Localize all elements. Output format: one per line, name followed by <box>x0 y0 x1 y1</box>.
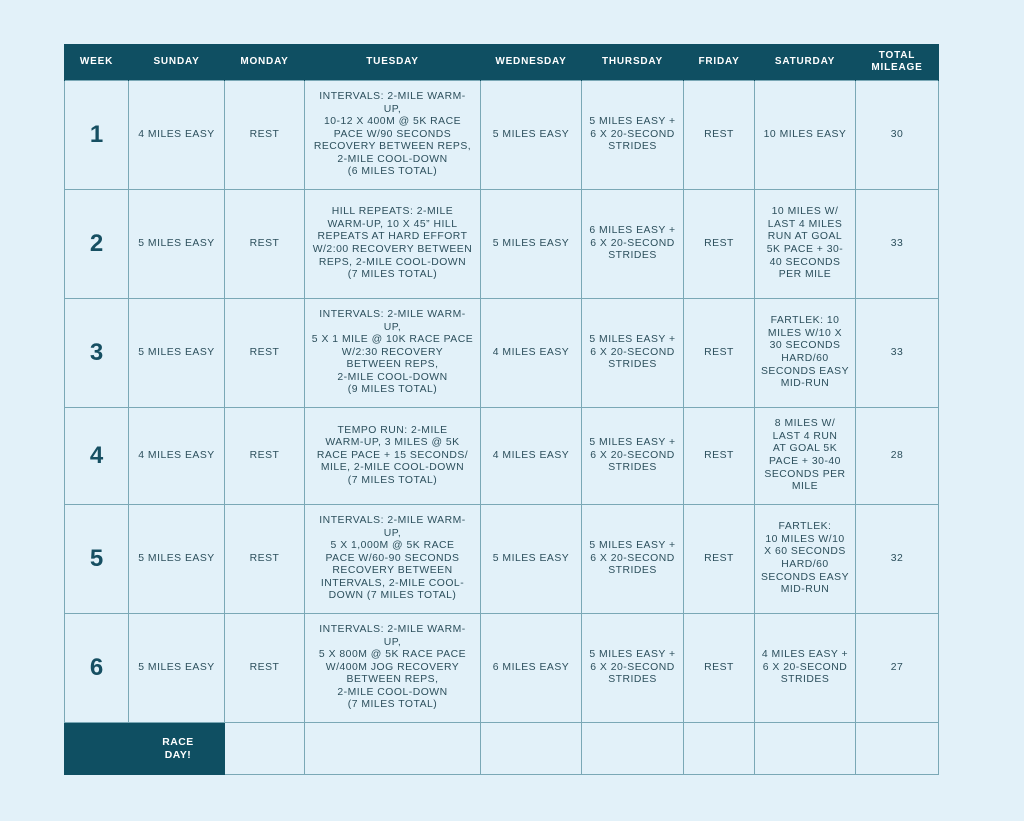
saturday-workout: 8 MILES W/ LAST 4 RUN AT GOAL 5K PACE + 30-40 SECONDS PER MILE <box>755 408 856 505</box>
header-sunday: SUNDAY <box>129 44 225 81</box>
week-row-6 <box>65 614 939 723</box>
wednesday-workout: 5 MILES EASY <box>481 81 582 190</box>
total-mileage: 32 <box>856 505 939 614</box>
empty-cell <box>582 723 684 775</box>
monday-workout: REST <box>225 408 305 505</box>
tuesday-workout: INTERVALS: 2-MILE WARM-UP, 5 X 1 MILE @ 10K RACE PACE W/2:30 RECOVERY BETWEEN REPS, 2-MILE COOL-DOWN (9 MILES TOTAL) <box>305 299 481 408</box>
training-schedule-table <box>64 44 939 775</box>
wednesday-workout: 4 MILES EASY <box>481 299 582 408</box>
saturday-workout: 4 MILES EASY + 6 X 20-SECOND STRIDES <box>755 614 856 723</box>
header-thursday: THURSDAY <box>582 44 684 81</box>
header-wednesday: WEDNESDAY <box>481 44 582 81</box>
saturday-workout: FARTLEK: 10 MILES W/10 X 30 SECONDS HARD/60 SECONDS EASY MID-RUN <box>755 299 856 408</box>
tuesday-workout: INTERVALS: 2-MILE WARM-UP, 5 X 800M @ 5K RACE PACE W/400M JOG RECOVERY BETWEEN REPS, 2-MILE COOL-DOWN (7 MILES TOTAL) <box>305 614 481 723</box>
monday-workout: REST <box>225 81 305 190</box>
monday-workout: REST <box>225 614 305 723</box>
header-row <box>65 44 939 81</box>
total-mileage: 33 <box>856 190 939 299</box>
week-row-3 <box>65 299 939 408</box>
friday-workout: REST <box>684 505 755 614</box>
empty-cell <box>481 723 582 775</box>
wednesday-workout: 6 MILES EASY <box>481 614 582 723</box>
week-row-5 <box>65 505 939 614</box>
sunday-workout: 4 MILES EASY <box>129 81 225 190</box>
sunday-workout: 5 MILES EASY <box>129 505 225 614</box>
saturday-workout: 10 MILES EASY <box>755 81 856 190</box>
week-row-2 <box>65 190 939 299</box>
race-day-label: RACE DAY! <box>162 736 194 761</box>
wednesday-workout: 5 MILES EASY <box>481 505 582 614</box>
thursday-workout: 6 MILES EASY + 6 X 20-SECOND STRIDES <box>582 190 684 299</box>
saturday-workout: 10 MILES W/ LAST 4 MILES RUN AT GOAL 5K PACE + 30- 40 SECONDS PER MILE <box>755 190 856 299</box>
week-number: 4 <box>65 408 129 505</box>
friday-workout: REST <box>684 614 755 723</box>
total-mileage: 27 <box>856 614 939 723</box>
wednesday-workout: 5 MILES EASY <box>481 190 582 299</box>
thursday-workout: 5 MILES EASY + 6 X 20-SECOND STRIDES <box>582 408 684 505</box>
friday-workout: REST <box>684 408 755 505</box>
tuesday-workout: TEMPO RUN: 2-MILE WARM-UP, 3 MILES @ 5K RACE PACE + 15 SECONDS/ MILE, 2-MILE COOL-DOWN (7 MILES TOTAL) <box>305 408 481 505</box>
header-monday: MONDAY <box>225 44 305 81</box>
tuesday-workout: INTERVALS: 2-MILE WARM-UP, 5 X 1,000M @ 5K RACE PACE W/60-90 SECONDS RECOVERY BETWEEN INTERVALS, 2-MILE COOL- DOWN (7 MILES TOTAL) <box>305 505 481 614</box>
total-mileage: 28 <box>856 408 939 505</box>
wednesday-workout: 4 MILES EASY <box>481 408 582 505</box>
week-number: 6 <box>65 614 129 723</box>
week-row-4 <box>65 408 939 505</box>
thursday-workout: 5 MILES EASY + 6 X 20-SECOND STRIDES <box>582 299 684 408</box>
header-week: WEEK <box>65 44 129 81</box>
empty-cell <box>856 723 939 775</box>
total-mileage: 30 <box>856 81 939 190</box>
thursday-workout: 5 MILES EASY + 6 X 20-SECOND STRIDES <box>582 81 684 190</box>
monday-workout: REST <box>225 299 305 408</box>
friday-workout: REST <box>684 81 755 190</box>
empty-cell <box>684 723 755 775</box>
sunday-workout: 5 MILES EASY <box>129 190 225 299</box>
friday-workout: REST <box>684 299 755 408</box>
empty-cell <box>225 723 305 775</box>
sunday-workout: 5 MILES EASY <box>129 614 225 723</box>
week-number: 3 <box>65 299 129 408</box>
empty-cell <box>305 723 481 775</box>
monday-workout: REST <box>225 505 305 614</box>
header-saturday: SATURDAY <box>755 44 856 81</box>
tuesday-workout: HILL REPEATS: 2-MILE WARM-UP, 10 X 45” HILL REPEATS AT HARD EFFORT W/2:00 RECOVERY BETWEEN REPS, 2-MILE COOL-DOWN (7 MILES TOTAL) <box>305 190 481 299</box>
header-friday: FRIDAY <box>684 44 755 81</box>
week-number: 1 <box>65 81 129 190</box>
saturday-workout: FARTLEK: 10 MILES W/10 X 60 SECONDS HARD/60 SECONDS EASY MID-RUN <box>755 505 856 614</box>
tuesday-workout: INTERVALS: 2-MILE WARM-UP, 10-12 X 400M @ 5K RACE PACE W/90 SECONDS RECOVERY BETWEEN REPS, 2-MILE COOL-DOWN (6 MILES TOTAL) <box>305 81 481 190</box>
monday-workout: REST <box>225 190 305 299</box>
week-number: 5 <box>65 505 129 614</box>
header-total-mileage: TOTAL MILEAGE <box>856 44 939 81</box>
race-day-cell <box>65 723 225 775</box>
header-tuesday: TUESDAY <box>305 44 481 81</box>
thursday-workout: 5 MILES EASY + 6 X 20-SECOND STRIDES <box>582 614 684 723</box>
friday-workout: REST <box>684 190 755 299</box>
race-day-row <box>65 723 939 775</box>
week-number: 2 <box>65 190 129 299</box>
sunday-workout: 4 MILES EASY <box>129 408 225 505</box>
empty-cell <box>755 723 856 775</box>
week-row-1 <box>65 81 939 190</box>
sunday-workout: 5 MILES EASY <box>129 299 225 408</box>
total-mileage: 33 <box>856 299 939 408</box>
thursday-workout: 5 MILES EASY + 6 X 20-SECOND STRIDES <box>582 505 684 614</box>
